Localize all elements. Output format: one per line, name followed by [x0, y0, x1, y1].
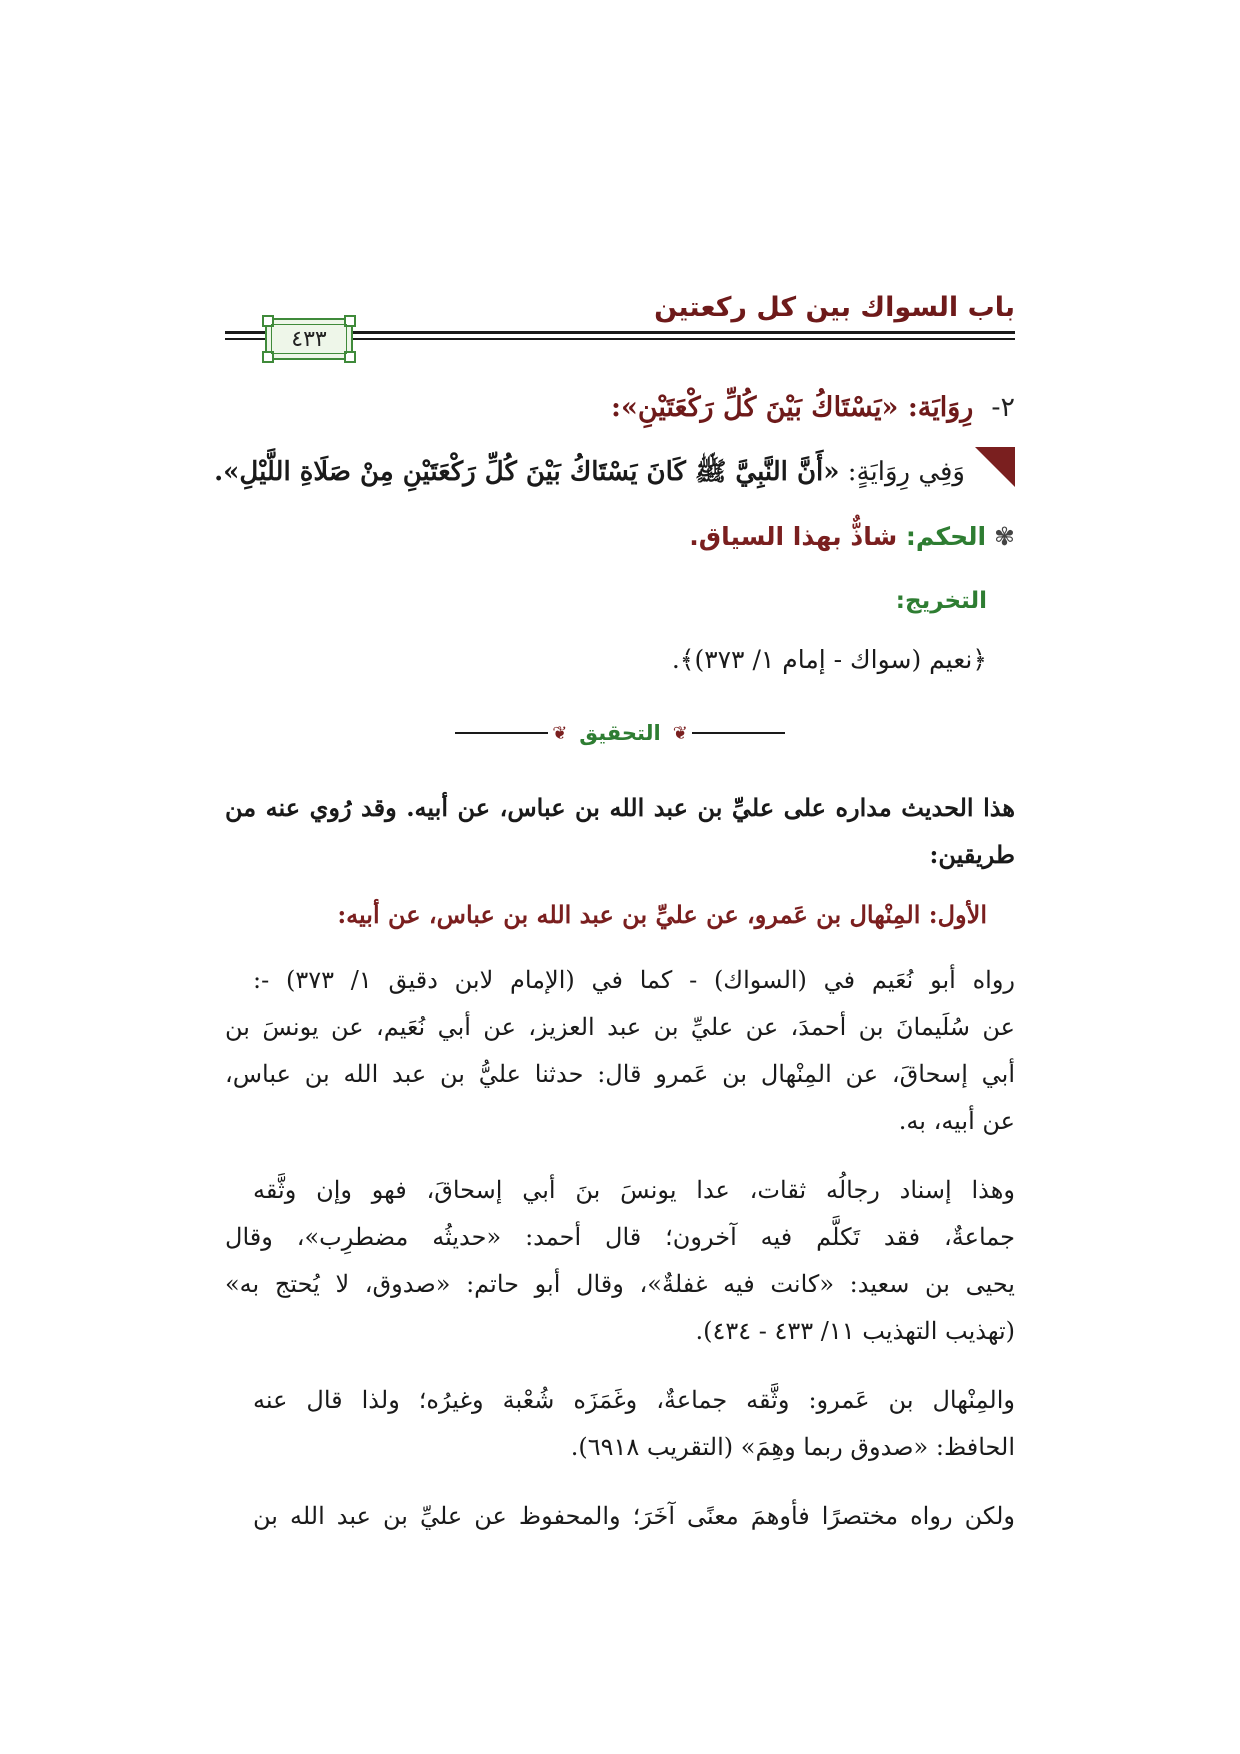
divider-label: التحقيق — [579, 721, 661, 745]
paragraph-line: عن أبيه، به. — [898, 1107, 1015, 1135]
paragraph-line: رواه أبو نُعَيم في (السواك) - كما في (الإمام لابن دقيق ١/ ٣٧٣) -: — [253, 966, 1016, 994]
paragraph-line: الحافظ: «صدوق ربما وهِمَ» (التقريب ٦٩١٨). — [570, 1433, 1015, 1461]
divider-ornament-icon: ❦ — [672, 722, 688, 744]
rivaya-text — [214, 455, 965, 493]
chapter-title: باب السواك بين كل ركعتين — [654, 292, 1015, 323]
divider-ornament-icon: ❦ — [552, 722, 568, 744]
paragraph-line: عن سُلَيمانَ بن أحمدَ، عن عليِّ بن عبد العزيز، عن أبي نُعَيم، عن يونسَ بن — [225, 1013, 1015, 1041]
first-path-heading: الأول: المِنْهال بن عَمرو، عن عليِّ بن عبد الله بن عباس، عن أبيه: — [337, 900, 987, 929]
intro-line: طريقين: — [929, 840, 1015, 869]
section-heading — [611, 392, 1015, 423]
paragraph-line: (تهذيب التهذيب ١١/ ٤٣٣ - ٤٣٤). — [695, 1317, 1015, 1345]
section-divider — [455, 718, 785, 748]
header-rule — [255, 331, 1015, 334]
intro-line: هذا الحديث مداره على عليِّ بن عبد الله بن عباس، عن أبيه. وقد رُوي عنه من — [225, 793, 1015, 822]
hukm-line — [689, 522, 1015, 551]
hukm-value: شاذٌّ بهذا السياق. — [689, 522, 898, 551]
paragraph-line: والمِنْهال بن عَمرو: وثَّقه جماعةٌ، وغَمَزَه شُعْبة وغيرُه؛ ولذا قال عنه — [253, 1386, 1015, 1414]
hukm-label: الحكم: — [905, 522, 987, 551]
divider-rule — [692, 732, 785, 734]
rivaya-prefix: وَفِي رِوَايَةٍ: — [847, 457, 965, 487]
takhrij-source: ﴿نعيم (سواك - إمام ١/ ٣٧٣)﴾. — [671, 645, 987, 674]
section-title: رِوَايَة: «يَسْتَاكُ بَيْنَ كُلِّ رَكْعَتَيْنِ»: — [610, 392, 974, 423]
divider-rule — [455, 732, 548, 734]
page-number-badge — [265, 318, 353, 360]
section-number: ٢- — [991, 392, 1015, 423]
rivaya-quote: «أَنَّ النَّبِيَّ ﷺ كَانَ يَسْتَاكُ بَيْنَ كُلِّ رَكْعَتَيْنِ مِنْ صَلَاةِ اللَّيْلِ». — [214, 457, 840, 487]
header-rule — [255, 338, 1015, 340]
paragraph-line: ولكن رواه مختصرًا فأوهمَ معنًى آخَرَ؛ والمحفوظ عن عليِّ بن عبد الله بن — [253, 1502, 1015, 1530]
corner-triangle-icon — [975, 447, 1015, 487]
takhrij-label: التخريج: — [895, 588, 987, 614]
paragraph-line: وهذا إسناد رجالُه ثقات، عدا يونسَ بنَ أبي إسحاقَ، فهو وإن وثَّقه — [253, 1176, 1015, 1204]
paragraph-line: جماعةٌ، فقد تَكلَّم فيه آخرون؛ قال أحمد: «حديثُه مضطرِب»، وقال — [225, 1223, 1015, 1251]
paragraph-line: يحيى بن سعيد: «كانت فيه غفلةٌ»، وقال أبو حاتم: «صدوق، لا يُحتج به» — [225, 1270, 1015, 1298]
flower-ornament-icon: ✾ — [994, 522, 1015, 551]
page-number: ٤٣٣ — [271, 324, 347, 354]
paragraph-line: أبي إسحاقَ، عن المِنْهال بن عَمرو قال: حدثنا عليُّ بن عبد الله بن عباس، — [225, 1060, 1015, 1088]
